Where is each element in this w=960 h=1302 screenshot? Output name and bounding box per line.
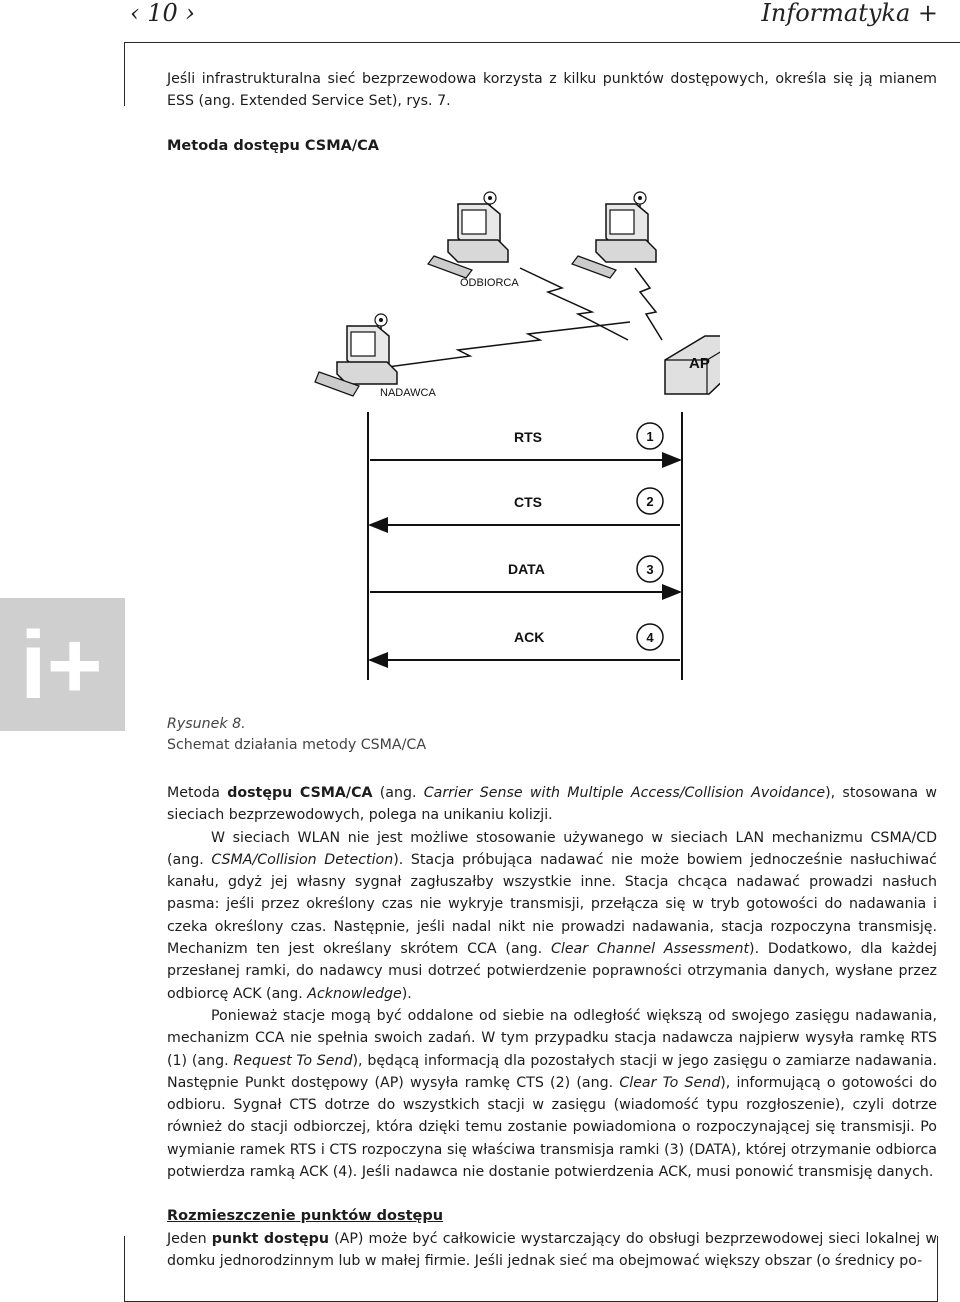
intro-ess: ESS (167, 93, 194, 110)
wireless-signal-icon (635, 268, 662, 340)
body-text (167, 782, 937, 1183)
caption-title: Schemat działania metody CSMA/CA (167, 737, 427, 753)
text-run: ), stosowana w sieciach bezprzewodowych, polega na unikaniu kolizji. (167, 785, 937, 824)
text-run: Ponieważ stacje mogą być oddalone od siebie na odległość większą od swojego zasięgu nadawania, mechanizm CCA nie spełnia swoich zadań. W tym przypadku stacja nadawcza najpierw wysyła ramkę RTS (1) (ang. (167, 1007, 937, 1069)
access-point-icon (665, 314, 720, 394)
section-heading-csma: Metoda dostępu CSMA/CA (167, 138, 380, 154)
frame-num-3: 3 (646, 562, 654, 577)
frame-num-1: 1 (646, 429, 654, 444)
text-run: Jeden (167, 1231, 212, 1247)
logo-text: i+ (20, 618, 103, 708)
side-logo-box (0, 598, 125, 731)
wireless-signal-icon (380, 322, 630, 368)
body-paragraph-1 (167, 782, 937, 827)
section2-paragraph (167, 1228, 937, 1273)
text-run: ). Stacja próbująca nadawać nie może bowiem jednocześnie nasłuchiwać kanału, gdyż jej własny sygnał zagłuszałby wszystkie inne. Stacja chcąca nadawać prowadzi nasłuch pasma: jeśli przez określony czas nie wykryje transmisji, przełącza się w tryb gotowości do nadawania i czeka określony czas. Następnie, jeśli nadal nikt nie prowadzi nadawania, stacja rozpoczyna transmisję. Mechanizm ten jest określany skrótem CCA (ang. (167, 851, 937, 958)
text-run-italic: Request To Send (233, 1052, 353, 1069)
label-sender: NADAWCA (380, 387, 436, 399)
page-number: ‹ 10 › (130, 0, 195, 27)
text-run: (ang. (372, 785, 424, 801)
figure-caption (167, 714, 426, 756)
sender-computer-icon (315, 314, 397, 396)
text-run-italic: CSMA/Collision Detection (211, 851, 394, 868)
label-receiver: ODBIORCA (460, 277, 519, 289)
text-run: W sieciach WLAN nie jest możliwe stosowanie używanego w sieciach LAN mechanizmu CSMA/CD (ang. (167, 829, 937, 868)
text-run: ). Dodatkowo, dla każdej przesłanej ramki, do nadawcy musi dotrzeć potwierdzenie poprawności otrzymania danych, wysłane przez odbiorcę ACK (ang. (167, 941, 937, 1002)
text-run-bold: dostępu CSMA/CA (227, 785, 373, 801)
text-run-italic: Clear To Send (619, 1074, 721, 1091)
intro-paragraph (167, 68, 937, 113)
frame-line-left-top (124, 42, 125, 106)
frame-num-2: 2 (646, 494, 654, 509)
journal-title: Informatyka + (761, 0, 938, 27)
frame-line-top (124, 42, 960, 43)
body-paragraph-2 (167, 827, 937, 1005)
text-run: Metoda (167, 785, 228, 801)
label-ap: AP (689, 355, 710, 372)
intro-text-1: Jeśli infrastrukturalna sieć bezprzewodowa korzysta z kilku punktów dostępowych, określa się ją mianem (167, 71, 937, 87)
text-run-italic: Carrier Sense with Multiple Access/Collision Avoidance (423, 785, 826, 801)
text-run: ), będącą informacją dla pozostałych stacji w jego zasięgu o zamiarze nadawania. Następnie Punkt dostępowy (AP) wysyła ramkę CTS (2) (ang. (167, 1052, 937, 1091)
frame-line-left-bottom (124, 1236, 125, 1302)
receiver-computer-icon (428, 192, 508, 278)
i-plus-logo (20, 618, 110, 708)
text-run: ). (401, 985, 412, 1002)
frame-label-ack: ACK (514, 629, 545, 645)
intro-text-2: (ang. Extended Service Set), rys. 7. (193, 93, 451, 110)
station-computer-icon (572, 192, 656, 278)
body-paragraph-3 (167, 1005, 937, 1183)
frame-label-cts: CTS (514, 494, 542, 510)
section-heading-placement: Rozmieszczenie punktów dostępu (167, 1208, 444, 1224)
frame-num-4: 4 (646, 630, 654, 645)
text-run: ), informującą o gotowości do odbioru. Sygnał CTS dotrze do wszystkich stacji w zasięgu (wiadomość typu rozgłoszenie), czyli dotrze również do stacji odbiorczej, która dzięki temu zostanie powiadomiona o rozpoczynającej się transmisji. Po wymianie ramek RTS i CTS rozpoczyna się właściwa transmisja ramki (3) (DATA), której otrzymanie odbiorca potwierdza ramką ACK (4). Jeśli nadawca nie dostanie potwierdzenia ACK, musi ponowić transmisję danych. (167, 1074, 937, 1181)
frame-line-right-bottom (937, 1236, 938, 1302)
text-run-bold: punkt dostępu (211, 1231, 329, 1247)
text-run-italic: Clear Channel Assessment (550, 941, 750, 958)
text-run-italic: Acknowledge (307, 985, 402, 1002)
frame-label-rts: RTS (514, 429, 542, 445)
caption-figure-number: Rysunek 8. (167, 716, 246, 732)
csma-ca-diagram (300, 180, 720, 685)
text-run: (AP) może być całkowicie wystarczający do obsługi bezprzewodowej sieci lokalnej w domku jednorodzinnym lub w małej firmie. Jeśli jednak sieć ma obejmować większy obszar (o średnicy po- (167, 1231, 937, 1270)
frame-label-data: DATA (508, 561, 545, 577)
